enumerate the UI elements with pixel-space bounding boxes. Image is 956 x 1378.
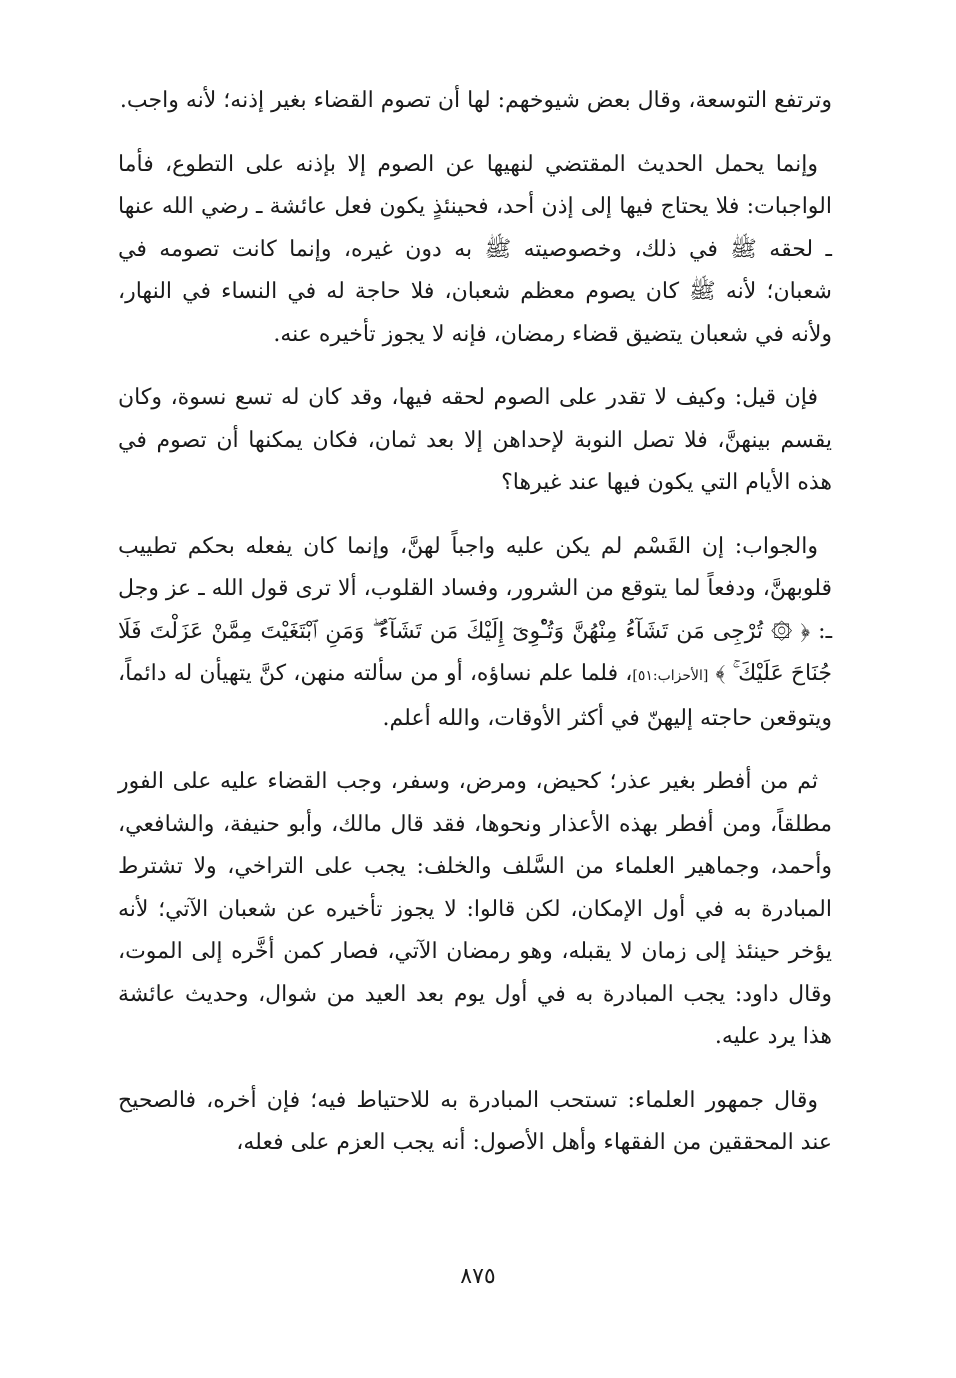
body-text	[118, 80, 832, 1186]
paragraph-1: وترتفع التوسعة، وقال بعض شيوخهم: لها أن تصوم القضاء بغير إذنه؛ لأنه واجب.	[119, 88, 832, 113]
quran-verse: ﴿ ۞ تُرْجِى مَن تَشَآءُ مِنْهُنَّ وَتُـْٔوِىٓ إِلَيْكَ مَن تَشَآءُ ۖ وَمَنِ ٱبْتَغَيْتَ مِمَّنْ عَزَلْتَ فَلَا جُنَاحَ عَلَيْكَ ۚ ﴾	[118, 618, 832, 686]
paragraph-5: ثم من أفطر بغير عذر؛ كحيض، ومرض، وسفر، وجب القضاء عليه على الفور مطلقاً، ومن أفطر بهذه الأعذار ونحوها، فقد قال مالك، وأبو حنيفة، والشافعي، وأحمد، وجماهير العلماء من السَّلف والخلف: يجب على التراخي، ولا تشترط المبادرة به في أول الإمكان، لكن قالوا: لا يجوز تأخيره عن شعبان الآتي؛ لأنه يؤخر حينئذ إلى زمان لا يقبله، وهو رمضان الآتي، فصار كمن أخَّره إلى الموت، وقال داود: يجب المبادرة به في أول يوم بعد العيد من شوال، وحديث عائشة هذا يرد عليه.	[118, 769, 832, 1049]
paragraph-3: فإن قيل: وكيف لا تقدر على الصوم لحقه فيها، وقد كان له تسع نسوة، وكان يقسم بينهنَّ، فلا تصل النوبة لإحداهن إلا بعد ثمان، فكان يمكنها أن تصوم في هذه الأيام التي يكون فيها عند غيرها؟	[118, 385, 832, 495]
answer-text: والجواب: إن القَسْم لم يكن عليه واجباً لهنَّ، وإنما كان يفعله بحكم تطييب قلوبهنَّ، ودفعاً لما يتوقع من الشرور، وفساد القلوب، ألا ترى قول الله ـ عز وجل ـ:	[118, 533, 833, 644]
paragraph-4	[118, 526, 832, 741]
paragraph-6: وقال جمهور العلماء: تستحب المبادرة به للاحتياط فيه؛ فإن أخره، فالصحيح عند المحققين من الفقهاء وأهل الأصول: أنه يجب العزم على فعله،	[118, 1087, 832, 1155]
page-number: ٨٧٥	[460, 1264, 496, 1289]
paragraph-2: وإنما يحمل الحديث المقتضي لنهيها عن الصوم إلا بإذنه على التطوع، فأما الواجبات: فلا يحتاج فيها إلى إذن أحد، فحينئذٍ يكون فعل عائشة ـ رضي الله عنها ـ لحقه ﷺ في ذلك، وخصوصيته ﷺ به دون غيره، وإنما كانت تصومه في شعبان؛ لأنه ﷺ كان يصوم معظم شعبان، فلا حاجة له في النساء في النهار، ولأنه في شعبان يتضيق قضاء رمضان، فإنه لا يجوز تأخيره عنه.	[118, 151, 832, 347]
answer-text-continued: ، فلما علم نساؤه، أو من سألته منهن، كنَّ يتهيأن له دائماً، ويتوقعن حاجته إليهنّ في أكثر الأوقات، والله أعلم.	[118, 661, 832, 731]
verse-reference: [الأحزاب:٥١]	[632, 668, 709, 684]
